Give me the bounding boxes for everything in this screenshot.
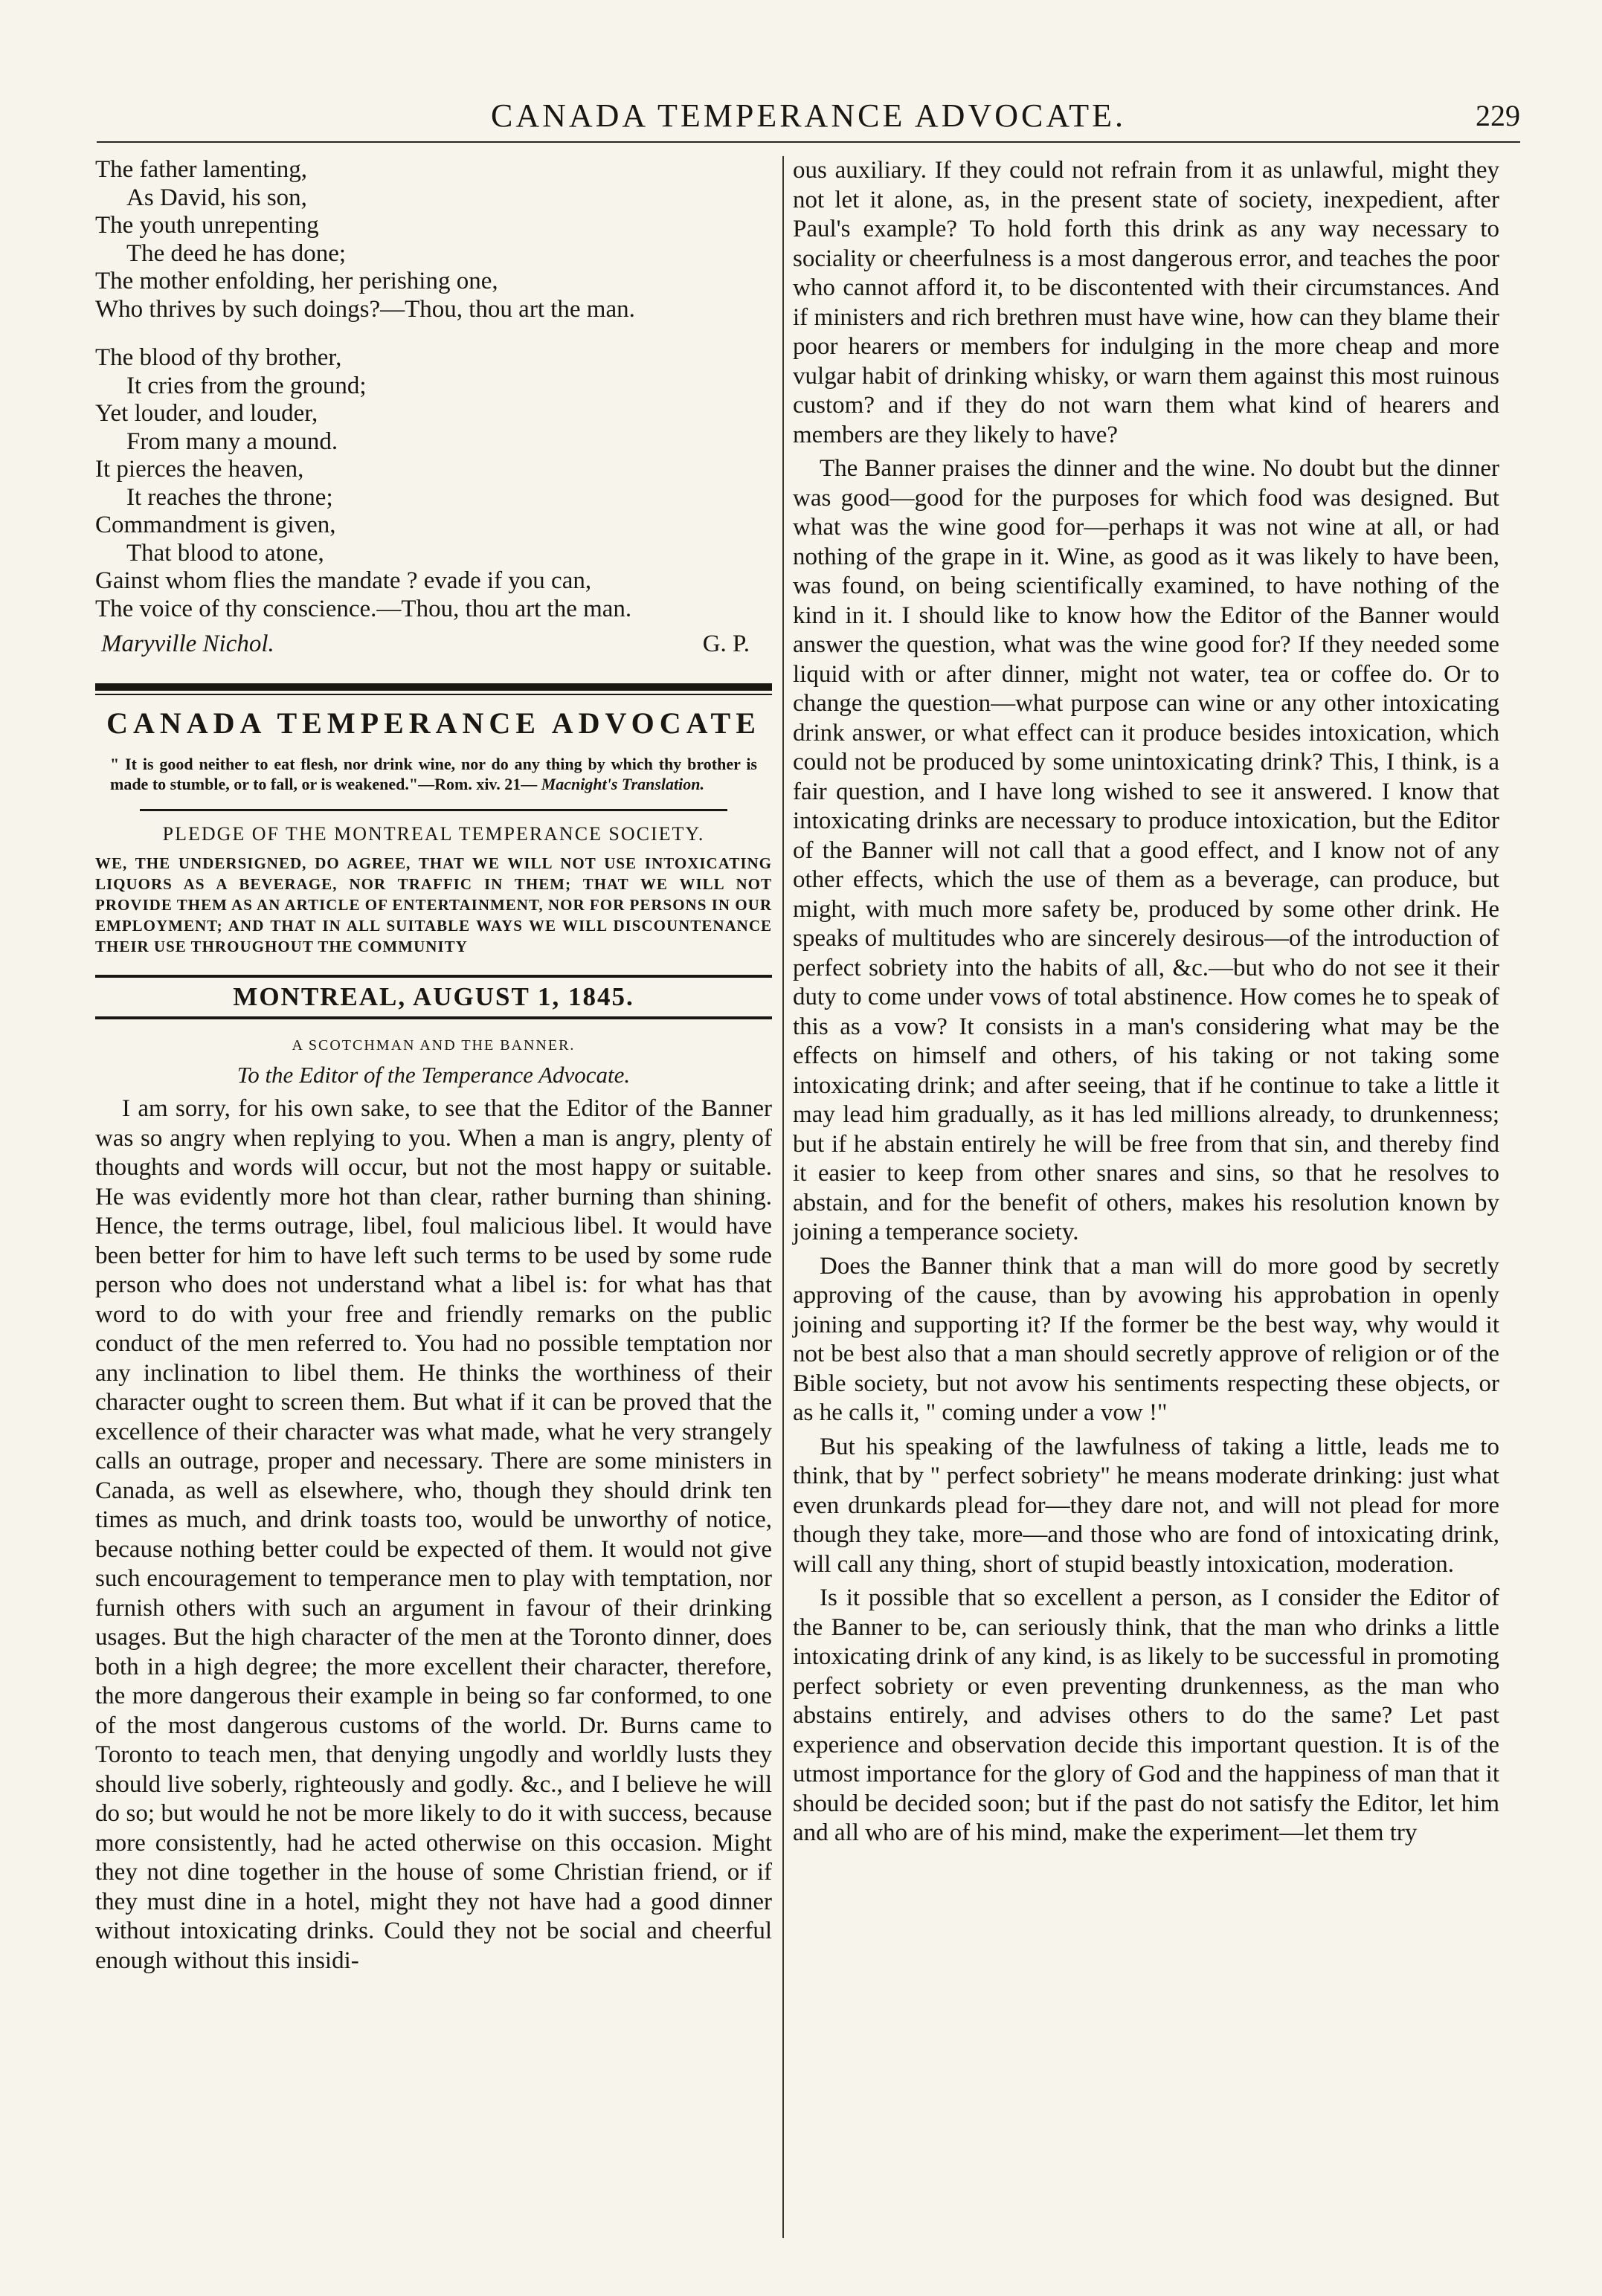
article-paragraph: Does the Banner think that a man will do more good by secretly approving of the cause, than by avowing his approbation in openly joining and supporting it? If the former be the best way, why would it not be best also that a man should secretly approve of religion or of the Bible society, but not avow his sentiments respecting these objects, or as he calls it, " coming under a vow !" bbox=[793, 1252, 1499, 1426]
poem-stanza bbox=[95, 344, 772, 623]
article-body-right bbox=[793, 156, 1499, 1848]
poem-line: The father lamenting, bbox=[95, 156, 307, 183]
poem-line: Who thrives by such doings?—Thou, thou art the man. bbox=[95, 295, 635, 323]
article-paragraph: But his speaking of the lawfulness of taking a little, leads me to think, that by " perfect sobriety" he means moderate drinking: just what even drunkards plead for—they dare not, and will not plead for more though they take, more—and those who are fond of intoxicating drink, will call any thing, short of stupid beastly intoxication, moderation. bbox=[793, 1433, 1499, 1578]
running-header bbox=[97, 89, 1520, 143]
poem bbox=[95, 156, 772, 623]
article-paragraph: Is it possible that so excellent a person, as I consider the Editor of the Banner to be, can seriously think, that the man who drinks a little intoxicating drink of any kind, is as likely to be successful in promoting perfect sobriety or even preventing drunkenness, as the man who abstains entirely, and advises others to do the same? Let past experience and observation decide this important question. It is of the utmost importance for the glory of God and the happiness of man that it should be decided soon; but if the past do not satisfy the Editor, let him and all who are of his mind, make the experiment—let them try bbox=[793, 1584, 1499, 1846]
dateline: MONTREAL, AUGUST 1, 1845. bbox=[95, 975, 772, 1019]
section-rule bbox=[140, 809, 727, 811]
masthead-rule-thin bbox=[95, 694, 772, 695]
poem-line: The blood of thy brother, bbox=[95, 344, 342, 371]
article-body-left bbox=[95, 1094, 772, 1976]
article-paragraph: ous auxiliary. If they could not refrain from it as unlawful, might they not let it alone, as, in the present state of society, inexpedient, after Paul's example? To hold forth this drink as any way necessary to sociality or cheerfulness is a most dangerous error, and teaches the poor who cannot afford it, to be discontented with their circumstances. And if ministers and rich brethren must have wine, how can they blame their poor hearers or members for indulging in the more cheap and more vulgar habit of drinking whisky, or warn them against this most ruinous custom? and if they do not warn them what kind of hearers and members are they likely to have? bbox=[793, 157, 1499, 448]
masthead-title: CANADA TEMPERANCE ADVOCATE bbox=[106, 706, 761, 740]
poem-line: As David, his son, bbox=[126, 184, 307, 211]
signature-initials: G. P. bbox=[702, 631, 750, 657]
pledge-text: WE, THE UNDERSIGNED, DO AGREE, THAT WE WILL NOT USE INTOXICATING LIQUORS AS A BEVERAGE, NOR TRAFFIC IN THEM; THAT WE WILL NOT PROVIDE THEM AS AN ARTICLE OF ENTERTAINMENT, NOR FOR PERSONS IN OUR EMPLOYMENT; AND THAT IN ALL SUITABLE WAYS WE WILL DISCOUNTENANCE THEIR USE THROUGHOUT THE COMMUNITY bbox=[95, 854, 772, 955]
poem-line: Gainst whom flies the mandate ? evade if you can, bbox=[95, 567, 592, 594]
poem-signature bbox=[95, 631, 772, 658]
article-subheading: To the Editor of the Temperance Advocate. bbox=[237, 1062, 631, 1088]
masthead-rule-thick bbox=[95, 683, 772, 691]
poem-line: It reaches the throne; bbox=[126, 483, 333, 511]
page-number: 229 bbox=[1476, 98, 1520, 132]
masthead-motto bbox=[95, 754, 772, 794]
article-paragraph: The Banner praises the dinner and the wine. No doubt but the dinner was good—good for the purposes for which food was designed. But what was the wine good for—perhaps it was not wine at all, or had nothing of the grape in it. Wine, as good as it was likely to have been, was found, on being scientifically examined, to have nothing of the kind in it. I should like to know how the Editor of the Banner would answer the question, what was the wine good for? If they needed some liquid with or after dinner, might not water, tea or coffee do. Or to change the question—what purpose can wine or any other intoxicating drink answer, or what effect can it produce besides intoxication, which could not be produced by some unintoxicating drink? This, I think, is a fair question, and I have long wished to see it answered. I know that intoxicating drinks are necessary to produce intoxication, but the Editor of the Banner will not call that a good effect, and I know not of any other effects, which the use of them as a beverage, can produce, but might, with much more safety be, produced by some other drink. He speaks of multitudes who are sincerely desirous—of the introduction of perfect sobriety into the habits of all, &c.—but who do not see it their duty to come under vows of total abstinence. How comes he to speak of this as a vow? It consists in a man's considering what may be the effects on himself and others, of his taking or not taking some intoxicating drink; and after seeing, that if he continue to take a little it may lead him gradually, as it has led millions already, to drunkenness; but if he abstain entirely he will be free from that sin, and thereby find it easier to keep from other snares and sins, so that he resolves to abstain, and for the benefit of others, makes his resolution known by joining a temperance society. bbox=[793, 455, 1499, 1245]
poem-line: The deed he has done; bbox=[126, 239, 347, 267]
poem-line: It cries from the ground; bbox=[126, 372, 367, 399]
column-divider bbox=[782, 156, 784, 2238]
poem-line: That blood to atone, bbox=[126, 539, 324, 567]
poem-line: Commandment is given, bbox=[95, 512, 336, 538]
poem-line: Yet louder, and louder, bbox=[95, 400, 318, 427]
pledge-title: PLEDGE OF THE MONTREAL TEMPERANCE SOCIETY. bbox=[162, 823, 705, 845]
poem-line: The voice of thy conscience.—Thou, thou art the man. bbox=[95, 595, 632, 622]
poem-line: From many a mound. bbox=[126, 428, 338, 455]
poem-stanza bbox=[95, 156, 772, 323]
motto-text: " It is good neither to eat flesh, nor drink wine, nor do any thing by which thy brother is made to stumble, or to fall, or is weakened."—Rom. xiv. 21— bbox=[110, 755, 757, 793]
left-column bbox=[95, 156, 772, 1976]
article-paragraph: I am sorry, for his own sake, to see that the Editor of the Banner was so angry when replying to you. When a man is angry, plenty of thoughts and words will occur, but not the most happy or suitable. He was evidently more hot than clear, rather burning than shining. Hence, the terms outrage, libel, foul malicious libel. It would have been better for him to have left such terms to be used by some rude person who does not understand what a libel is: for what has that word to do with your free and friendly remarks on the public conduct of the men referred to. You had no possible temptation nor any inclination to libel them. He thinks the worthiness of their character ought to screen them. But what if it can be proved that the excellence of their character was what made, what he very strangely calls an outrage, proper and necessary. There are some ministers in Canada, as well as elsewhere, who, though they should drink ten times as much, and drink toasts too, would be unworthy of notice, because nothing better could be expected of them. It would not give such encouragement to temperance men to play with temptation, nor furnish others with such an argument in favour of their drinking usages. But the high character of the men at the Toronto dinner, does both in a high degree; the more excellent their character, therefore, the more dangerous their example in being so far conformed, to one of the most dangerous customs of the world. Dr. Burns came to Toronto to teach men, that denying ungodly and worldly lusts they should live soberly, righteously and godly. &c., and I believe he will do so; but would he not be more likely to do it with success, because more consistently, had he acted otherwise on this occasion. Might they not dine together in the house of some Christian friend, or if they must dine in a hotel, might they not have had a good dinner without intoxicating drinks. Could they not be social and cheerful enough without this insidi- bbox=[95, 1095, 772, 1974]
poem-line: It pierces the heaven, bbox=[95, 456, 304, 483]
poem-line: The mother enfolding, her perishing one, bbox=[95, 268, 498, 294]
motto-citation: Macnight's Translation. bbox=[541, 775, 704, 793]
right-column bbox=[793, 156, 1499, 1848]
poem-line: The youth unrepenting bbox=[95, 212, 319, 239]
running-title: CANADA TEMPERANCE ADVOCATE. bbox=[490, 97, 1127, 134]
article-heading: A SCOTCHMAN AND THE BANNER. bbox=[292, 1037, 576, 1054]
signature-place: Maryville Nichol. bbox=[101, 631, 274, 657]
